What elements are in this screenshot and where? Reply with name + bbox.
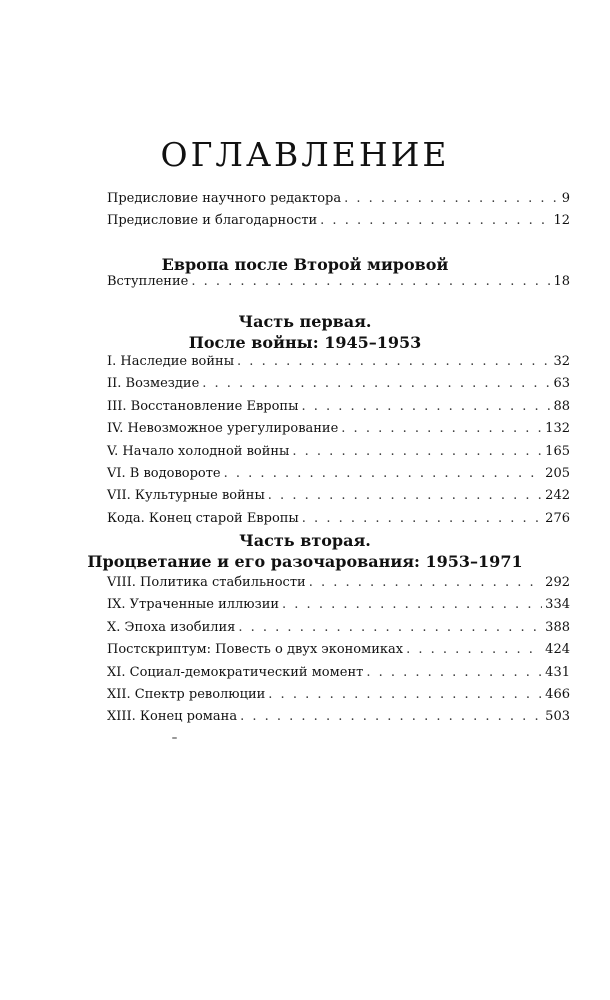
leader-dots: [282, 594, 542, 616]
leader-dots: [202, 373, 550, 395]
toc-entry-page: 63: [553, 376, 570, 392]
toc-entry[interactable]: [107, 418, 570, 440]
toc-entry-page: 276: [545, 510, 570, 526]
print-speck: [172, 737, 177, 739]
toc-entry[interactable]: [107, 572, 570, 594]
leader-dots: [406, 639, 542, 661]
toc-entry-title: XII. Спектр революции: [107, 686, 266, 702]
leader-dots: [240, 706, 542, 728]
part2-label: Часть вторая.: [239, 531, 371, 550]
toc-entry-page: 12: [553, 213, 570, 229]
toc-entry-title: IV. Невозможное урегулирование: [107, 421, 339, 437]
toc-entry-page: 88: [553, 398, 570, 414]
toc-entry[interactable]: [107, 373, 570, 395]
toc-title: ОГЛАВЛЕНИЕ: [160, 135, 450, 174]
toc-entry-page: 292: [545, 575, 570, 590]
toc-entry-title: VI. В водовороте: [107, 465, 221, 481]
leader-dots: [309, 572, 542, 594]
toc-entry[interactable]: [107, 271, 570, 293]
part1-title: После войны: 1945–1953: [188, 333, 422, 352]
part2-chapter-list: [107, 572, 570, 729]
leader-dots: [301, 396, 550, 418]
toc-entry[interactable]: [107, 463, 570, 485]
leader-dots: [292, 441, 542, 463]
toc-entry[interactable]: [107, 351, 570, 373]
toc-entry[interactable]: [107, 508, 570, 530]
toc-entry-title: VII. Культурные войны: [107, 488, 265, 504]
toc-entry-page: 503: [545, 709, 570, 725]
intro-list: [107, 271, 570, 293]
toc-entry-title: IX. Утраченные иллюзии: [107, 597, 280, 613]
toc-entry-page: 466: [545, 686, 570, 702]
toc-entry-page: 132: [545, 421, 570, 437]
leader-dots: [191, 271, 550, 293]
toc-entry-title: X. Эпоха изобилия: [107, 619, 236, 635]
toc-entry-title: VIII. Политика стабильности: [107, 575, 306, 590]
toc-entry[interactable]: [107, 210, 570, 232]
toc-entry-title: III. Восстановление Европы: [107, 398, 299, 414]
toc-entry[interactable]: [107, 594, 570, 616]
toc-entry-title: XIII. Конец романа: [107, 709, 238, 725]
toc-entry-page: 165: [545, 443, 570, 459]
part1-label: Часть первая.: [238, 312, 372, 331]
toc-entry-title: Кода. Конец старой Европы: [107, 510, 299, 526]
toc-entry-page: 388: [545, 619, 570, 635]
toc-entry-title: I. Наследие войны: [107, 354, 235, 369]
toc-entry[interactable]: [107, 662, 570, 684]
toc-entry-title: Предисловие и благодарности: [107, 213, 318, 229]
toc-entry-title: Постскриптум: Повесть о двух экономиках: [107, 642, 404, 658]
leader-dots: [344, 188, 559, 210]
leader-dots: [238, 617, 542, 639]
front-matter-list: [107, 188, 570, 233]
toc-entry-title: Предисловие научного редактора: [107, 191, 342, 206]
toc-entry-page: 242: [545, 488, 570, 504]
part1-chapter-list: [107, 351, 570, 530]
toc-entry-page: 18: [553, 274, 570, 289]
leader-dots: [302, 508, 542, 530]
leader-dots: [237, 351, 550, 373]
part2-title: Процветание и его разочарования: 1953–1971: [87, 552, 523, 571]
leader-dots: [268, 485, 542, 507]
toc-entry-page: 424: [545, 642, 570, 658]
toc-entry-title: II. Возмездие: [107, 376, 200, 392]
toc-entry-page: 9: [561, 191, 570, 206]
leader-dots: [268, 684, 542, 706]
toc-entry[interactable]: [107, 684, 570, 706]
leader-dots: [366, 662, 542, 684]
toc-entry[interactable]: [107, 485, 570, 507]
toc-entry-page: 32: [553, 354, 570, 369]
toc-entry-page: 334: [545, 597, 570, 613]
toc-entry-page: 431: [545, 664, 570, 680]
leader-dots: [341, 418, 542, 440]
toc-entry[interactable]: [107, 706, 570, 728]
toc-entry-title: Вступление: [107, 274, 189, 289]
toc-entry-title: V. Начало холодной войны: [107, 443, 290, 459]
toc-entry[interactable]: [107, 639, 570, 661]
toc-entry[interactable]: [107, 188, 570, 210]
section-heading: Европа после Второй мировой: [161, 255, 449, 274]
toc-entry[interactable]: [107, 441, 570, 463]
toc-entry[interactable]: [107, 617, 570, 639]
toc-entry[interactable]: [107, 396, 570, 418]
leader-dots: [224, 463, 543, 485]
toc-entry-title: XI. Социал-демократический момент: [107, 664, 364, 680]
toc-entry-page: 205: [545, 465, 570, 481]
leader-dots: [320, 210, 550, 232]
